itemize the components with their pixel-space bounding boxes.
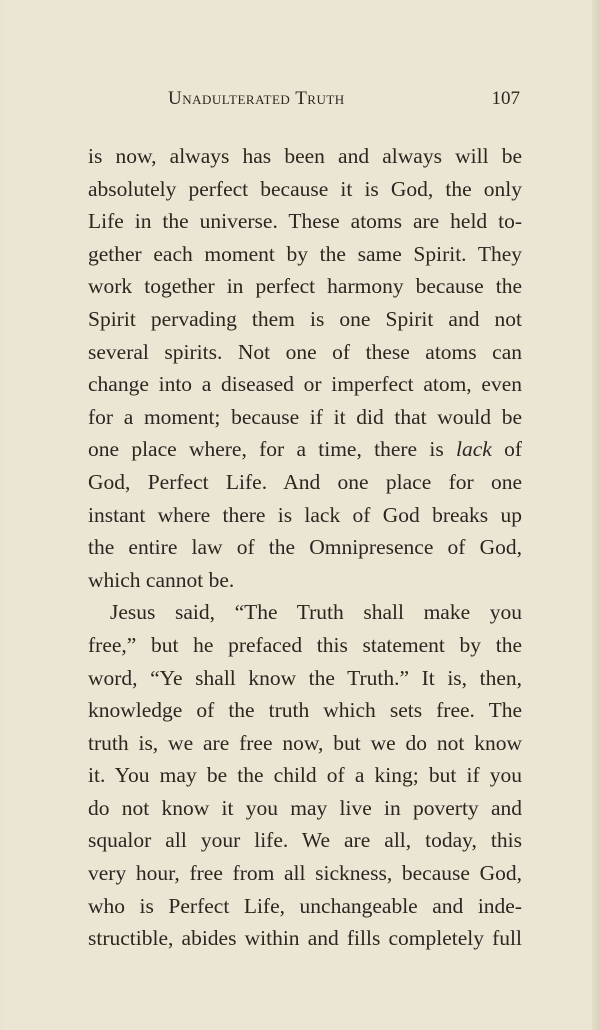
text-line: God, Perfect Life. And one place for one — [88, 469, 522, 494]
text-line: several spirits. Not one of these atoms can — [88, 339, 522, 364]
text-line: word, “Ye shall know the Truth.” It is, then, — [88, 665, 522, 690]
text-line: absolutely perfect because it is God, the only — [88, 176, 522, 201]
text-line: truth is, we are free now, but we do not know — [88, 730, 522, 755]
running-title: Unadulterated Truth — [168, 88, 345, 109]
text-line: which cannot be. — [88, 567, 235, 592]
text-line: change into a diseased or imperfect atom, even — [88, 372, 522, 397]
text-line: is now, always has been and always will be — [88, 144, 522, 168]
text-line — [88, 433, 522, 466]
page-header — [88, 88, 522, 118]
text-segment: one place where, for a time, there is — [88, 437, 456, 462]
text-segment: of — [491, 437, 522, 462]
text-line: very hour, free from all sickness, because God, — [88, 861, 522, 886]
page-number: 107 — [491, 88, 520, 109]
text-line: work together in perfect harmony because the — [88, 274, 522, 299]
text-line: who is Perfect Life, unchangeable and inde- — [88, 893, 522, 918]
text-line: instant where there is lack of God breaks up — [88, 502, 522, 527]
text-line: structible, abides within and fills completely full — [88, 926, 522, 951]
text-line: it. You may be the child of a king; but if you — [88, 763, 522, 788]
text-line: knowledge of the truth which sets free. The — [88, 698, 522, 723]
text-line: Life in the universe. These atoms are held to- — [88, 209, 522, 234]
text-line: free,” but he prefaced this statement by the — [88, 632, 522, 657]
text-line: the entire law of the Omnipresence of God, — [88, 535, 522, 560]
book-page — [4, 0, 592, 1030]
text-line: Spirit pervading them is one Spirit and not — [88, 306, 522, 331]
body-text — [88, 140, 522, 955]
italic-word: lack — [455, 437, 492, 462]
text-line: do not know it you may live in poverty and — [88, 795, 522, 820]
text-line: Jesus said, “The Truth shall make you — [110, 600, 522, 625]
text-line: squalor all your life. We are all, today, this — [88, 828, 522, 853]
text-line: for a moment; because if it did that would be — [88, 404, 522, 429]
text-line: gether each moment by the same Spirit. They — [88, 241, 522, 266]
page-edge-shadow — [592, 0, 600, 1030]
